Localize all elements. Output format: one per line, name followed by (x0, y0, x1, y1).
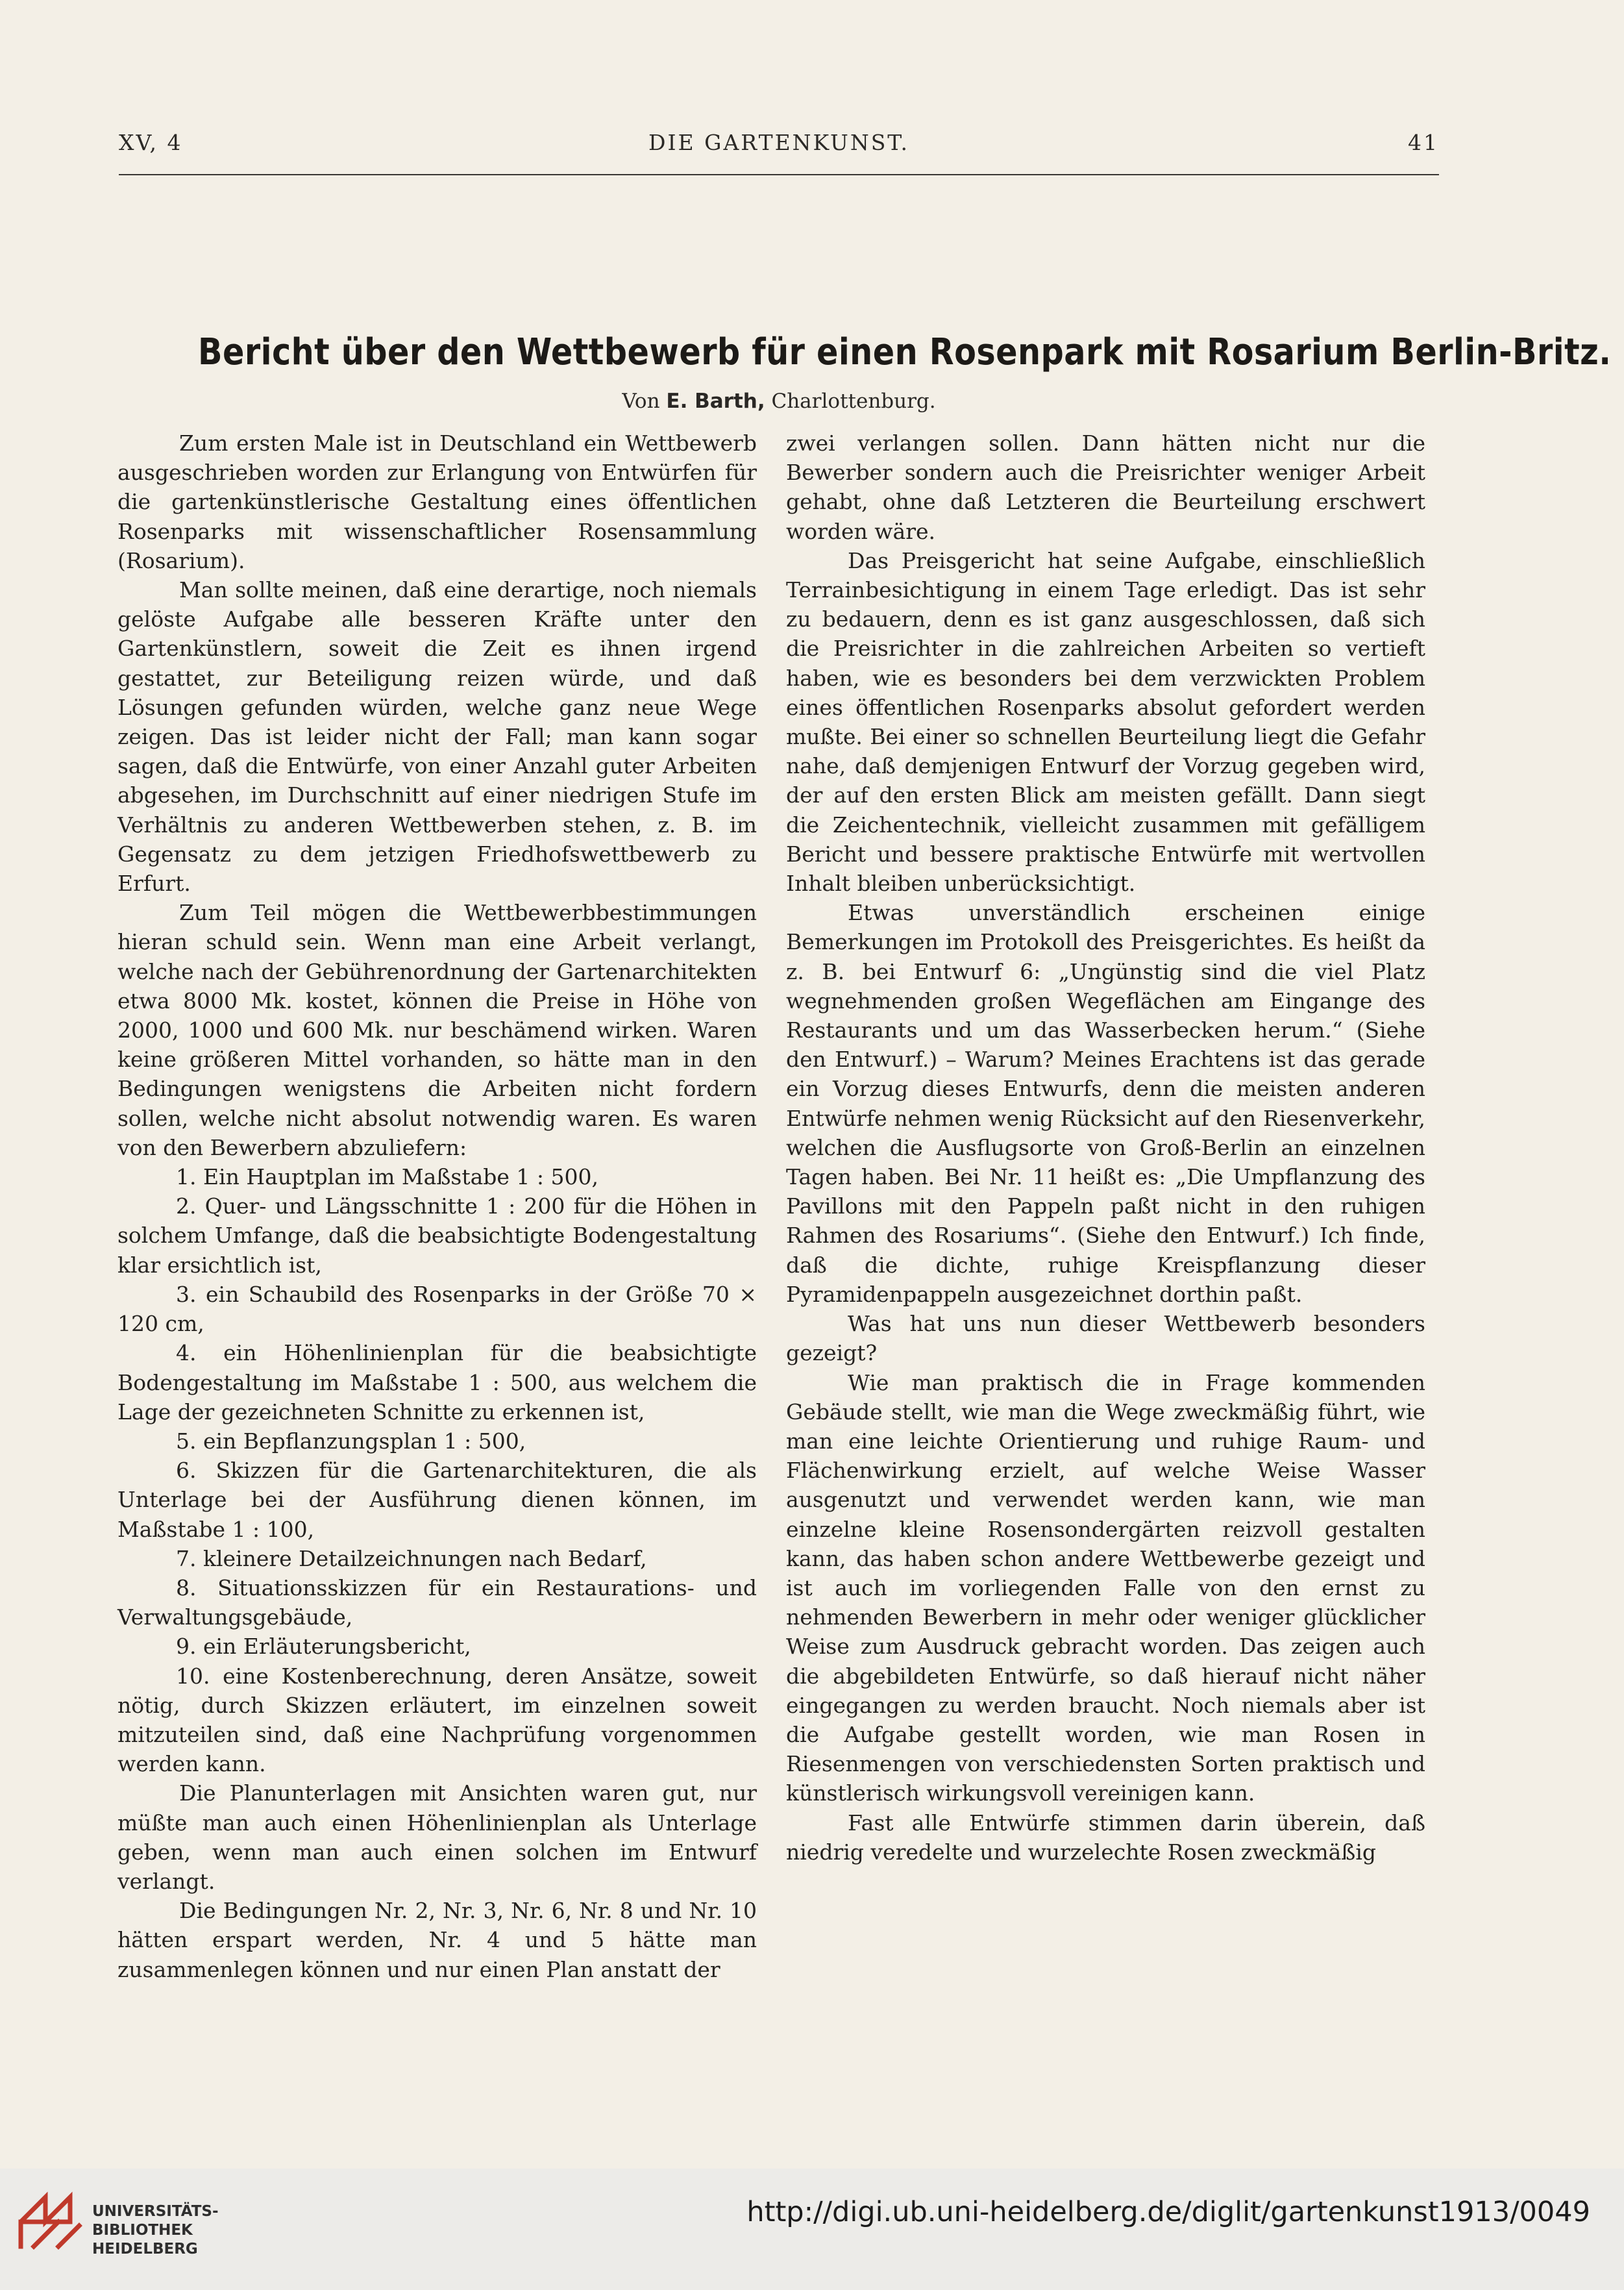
list-item: 10. eine Kostenberechnung, deren Ansätze, soweit nötig, durch Skizzen erläutert, im einzelnen soweit mitzuteilen sind, daß eine Nachprüfung vorgenommen werden kann. (117, 1663, 757, 1777)
page-number: 41 (1408, 130, 1439, 155)
source-url-link[interactable]: http://digi.ub.uni-heidelberg.de/diglit/gartenkunst1913/0049 (746, 2196, 1590, 2228)
list-item: 6. Skizzen für die Gartenarchitekturen, die als Unterlage bei der Ausführung dienen können, im Maßstabe 1 : 100, (117, 1458, 757, 1542)
paragraph: Man sollte meinen, daß eine derartige, noch niemals gelöste Aufgabe alle besseren Kräfte unter den Gartenkünstlern, soweit die Zeit es ihnen irgend gestattet, zur Beteiligung reizen würde, und daß Lösungen gefunden würden, welche ganz neue Wege zeigen. Das ist leider nicht der Fall; man kann sogar sagen, daß die Entwürfe, von einer Anzahl guter Arbeiten abgesehen, im Durchschnitt auf einer niedrigen Stufe im Verhältnis zu anderen Wettbewerben stehen, z. B. im Gegensatz zu dem jetzigen Friedhofswettbewerb zu Erfurt. (117, 577, 757, 897)
running-header (119, 130, 1439, 164)
list-item: 9. ein Erläuterungsbericht, (176, 1634, 471, 1660)
paragraph: Wie man praktisch die in Frage kommenden Gebäude stellt, wie man die Wege zweckmäßig führt, wie man eine leichte Orientierung und ruhige Raum- und Flächenwirkung erzielt, auf welche Weise Wasser ausgenutzt und verwendet werden kann, wie man einzelne kleine Rosensondergärten reizvoll gestalten kann, das haben schon andere Wettbewerbe gezeigt und ist auch im vorliegenden Falle von den ernst zu nehmenden Bewerbern in mehr oder weniger glücklicher Weise zum Ausdruck gebracht worden. Das zeigen auch die abgebildeten Entwürfe, so daß hierauf nicht näher eingegangen zu werden braucht. Noch niemals aber ist die Aufgabe gestellt worden, wie man Rosen in Riesenmengen von verschiedensten Sorten praktisch und künstlerisch wirkungsvoll vereinigen kann. (786, 1369, 1425, 1806)
library-name (92, 2202, 219, 2259)
list-item: 4. ein Höhenlinienplan für die beabsichtigte Bodengestaltung im Maßstabe 1 : 500, aus welchem die Lage der gezeichneten Schnitte zu erkennen ist, (117, 1340, 757, 1425)
paragraph: Die Bedingungen Nr. 2, Nr. 3, Nr. 6, Nr. 8 und Nr. 10 hätten erspart werden, Nr. 4 und 5 hätte man zusammenlegen können und nur einen Plan anstatt der (117, 1898, 757, 1982)
logo-mark (21, 2197, 79, 2246)
byline (119, 390, 1439, 413)
library-name-line: HEIDELBERG (92, 2241, 198, 2258)
header-rule (119, 174, 1439, 175)
list-item: 5. ein Bepflanzungsplan 1 : 500, (176, 1428, 526, 1454)
paragraph: Das Preisgericht hat seine Aufgabe, einschließlich Terrainbesichtigung in einem Tage erledigt. Das ist sehr zu bedauern, denn es ist ganz ausgeschlossen, daß sich die Preisrichter in die zahlreichen Arbeiten so vertieft haben, wie es besonders bei dem verzwickten Problem eines öffentlichen Rosenparks absolut gefordert werden mußte. Bei einer so schnellen Beurteilung liegt die Gefahr nahe, daß demjenigen Entwurf der Vorzug gegeben wird, der auf den ersten Blick am meisten gefällt. Dann siegt die Zeichentechnik, vielleicht zusammen mit gefälligem Bericht und bessere praktische Entwürfe mit wertvollen Inhalt bleiben unberücksichtigt. (786, 547, 1425, 897)
library-name-line: BIBLIOTHEK (92, 2222, 193, 2239)
list-item: 1. Ein Hauptplan im Maßstabe 1 : 500, (176, 1164, 598, 1190)
paragraph: Fast alle Entwürfe stimmen darin überein, daß niedrig veredelte und wurzelechte Rosen zweckmäßig (786, 1810, 1425, 1865)
paragraph: Zum ersten Male ist in Deutschland ein Wettbewerb ausgeschrieben worden zur Erlangung von Entwürfen für die gartenkünstlerische Gestaltung eines öffentlichen Rosenparks mit wissenschaftlicher Rosensammlung (Rosarium). (117, 430, 757, 573)
paragraph: Etwas unverständlich erscheinen einige Bemerkungen im Protokoll des Preisgerichtes. Es heißt da z. B. bei Entwurf 6: „Ungünstig sind die viel Platz wegnehmenden großen Wegeflächen am Eingange des Restaurants und um das Wasserbecken herum.“ (Siehe den Entwurf.) – Warum? Meines Erachtens ist das gerade ein Vorzug dieses Entwurfs, denn die meisten anderen Entwürfe nehmen wenig Rücksicht auf den Riesenverkehr, welchen die Ausflugsorte von Groß-Berlin an einzelnen Tagen haben. Bei Nr. 11 heißt es: „Die Umpflanzung des Pavillons mit den Pappeln paßt nicht in den ruhigen Rahmen des Rosariums“. (Siehe den Entwurf.) Ich finde, daß die dichte, ruhige Kreispflanzung dieser Pyramidenpappeln ausgezeichnet dorthin paßt. (786, 900, 1425, 1307)
right-column (786, 429, 1425, 1867)
digitization-footer (0, 2169, 1624, 2290)
article-title: Bericht über den Wettbewerb für einen Rosenpark mit Rosarium Berlin-Britz. (198, 331, 1612, 373)
list-item: 8. Situationsskizzen für ein Restaurations- und Verwaltungsgebäude, (117, 1574, 757, 1630)
list-item: 7. kleinere Detailzeichnungen nach Bedarf, (176, 1545, 647, 1571)
author-name: E. Barth, (666, 390, 765, 413)
paragraph: Die Planunterlagen mit Ansichten waren gut, nur müßte man auch einen Höhenlinienplan als Unterlage geben, wenn man auch einen solchen im Entwurf verlangt. (117, 1780, 757, 1894)
left-column (117, 429, 757, 1984)
byline-location: Charlottenburg. (771, 390, 936, 413)
list-item: 2. Quer- und Längsschnitte 1 : 200 für die Höhen in solchem Umfange, daß die beabsichtigte Bodengestaltung klar ersichtlich ist, (117, 1193, 757, 1278)
paragraph: Was hat uns nun dieser Wettbewerb besonders gezeigt? (786, 1311, 1425, 1366)
volume-issue: XV, 4 (119, 130, 183, 155)
journal-name: DIE GARTENKUNST. (648, 130, 909, 155)
paragraph: Zum Teil mögen die Wettbewerbbestimmungen hieran schuld sein. Wenn man eine Arbeit verlangt, welche nach der Gebührenordnung der Gartenarchitekten etwa 8000 Mk. kostet, können die Preise in Höhe von 2000, 1000 und 600 Mk. nur beschämend wirken. Waren keine größeren Mittel vorhanden, so hätte man in den Bedingungen wenigstens die Arbeiten nicht fordern sollen, welche nicht absolut notwendig waren. Es waren von den Bewerbern abzuliefern: (117, 900, 757, 1160)
list-item: 3. ein Schaubild des Rosenparks in der Größe 70 × 120 cm, (117, 1281, 757, 1337)
byline-prefix: Von (622, 390, 660, 413)
library-logo-icon (14, 2182, 86, 2253)
library-name-line: UNIVERSITÄTS- (92, 2203, 219, 2220)
paragraph: zwei verlangen sollen. Dann hätten nicht nur die Bewerber sondern auch die Preisrichter weniger Arbeit gehabt, ohne daß Letzteren die Beurteilung erschwert worden wäre. (786, 430, 1425, 544)
